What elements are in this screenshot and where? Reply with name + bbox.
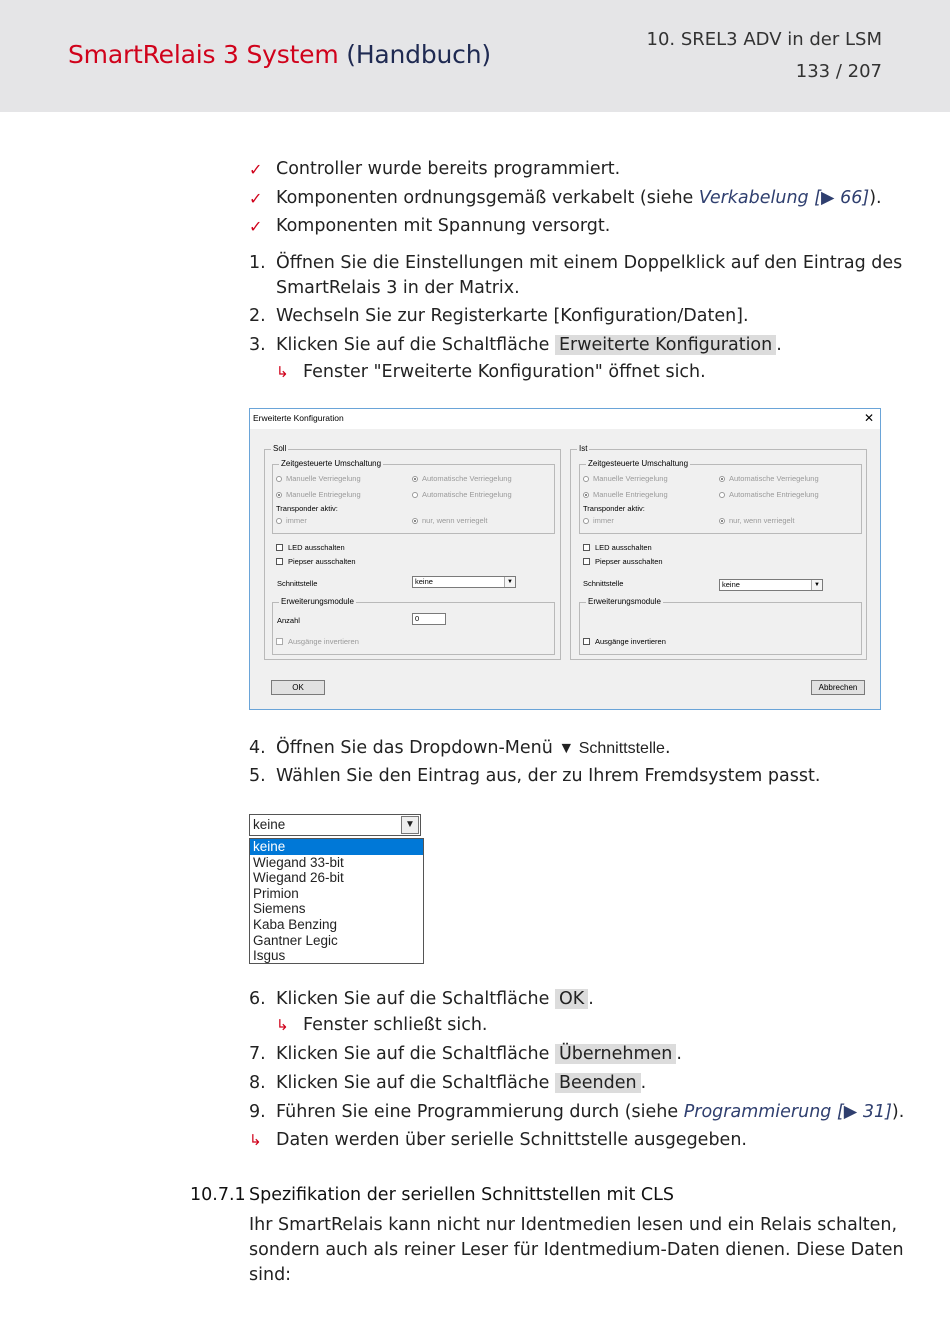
- radio-auto-entriegelung: Automatische Entriegelung: [412, 490, 512, 499]
- step-text: [276, 740, 671, 758]
- step-text-part: Klicken Sie auf die Schaltfläche: [276, 335, 555, 355]
- chevron-down-icon: ▼: [811, 580, 822, 590]
- page-number: 133 / 207: [795, 61, 882, 82]
- radio-manuell-entriegelung: Manuelle Entriegelung: [583, 490, 668, 499]
- dialog-titlebar: [250, 409, 880, 429]
- section-title: Spezifikation der seriellen Schnittstellen mit CLS: [249, 1185, 674, 1205]
- radio-manuell-entriegelung: Manuelle Entriegelung: [276, 490, 361, 499]
- brand-name: SmartRelais 3 System: [68, 40, 339, 69]
- paragraph-line: Ihr SmartRelais kann nicht nur Identmedien lesen und ein Relais schalten,: [249, 1215, 898, 1235]
- radio-nur-wenn: nur, wenn verriegelt: [719, 516, 794, 525]
- step-text: Wählen Sie den Eintrag aus, der zu Ihrem Fremdsystem passt.: [276, 766, 821, 786]
- button-label-beenden: Beenden: [555, 1073, 641, 1093]
- brand-suffix: (Handbuch): [346, 40, 491, 69]
- step-text-part: .: [588, 989, 594, 1009]
- step-text: [276, 1046, 682, 1064]
- link-programmierung[interactable]: Programmierung [▶ 31]: [683, 1102, 892, 1122]
- button-label-erweiterte-konfiguration: Erweiterte Konfiguration: [555, 335, 776, 355]
- step-number: 4.: [249, 738, 266, 758]
- link-verkabelung[interactable]: Verkabelung [▶ 66]: [698, 188, 870, 208]
- step-number: 9.: [249, 1102, 266, 1122]
- step-text: [276, 337, 782, 355]
- anzahl-input: 0: [412, 613, 446, 625]
- dropdown-option: Siemens: [253, 901, 306, 917]
- step-text: [276, 1104, 904, 1122]
- step-text-part: Klicken Sie auf die Schaltfläche: [276, 989, 555, 1009]
- chevron-down-icon: ▼: [504, 577, 515, 587]
- ok-button: OK: [271, 680, 325, 695]
- radio-auto-entriegelung: Automatische Entriegelung: [719, 490, 819, 499]
- schnittstelle-select: keine ▼: [412, 576, 516, 588]
- check-icon: ✓: [249, 160, 263, 179]
- step-text-part: Klicken Sie auf die Schaltfläche: [276, 1073, 555, 1093]
- button-label-uebernehmen: Übernehmen: [555, 1044, 676, 1064]
- check-item: [276, 190, 882, 208]
- checkbox-ausgaenge-ist: Ausgänge invertieren: [583, 637, 666, 646]
- checkbox-piepser: Piepser ausschalten: [583, 557, 663, 566]
- dropdown-screenshot: [249, 814, 424, 964]
- result-arrow-icon: ↳: [276, 363, 289, 381]
- step-number: 7.: [249, 1044, 266, 1064]
- button-label-ok: OK: [555, 989, 588, 1009]
- dropdown-option: Wiegand 33-bit: [253, 854, 344, 870]
- group-erweiterung-ist: [579, 597, 862, 655]
- group-label: Soll: [273, 444, 287, 453]
- ui-term-schnittstelle: ▼ Schnittstelle: [558, 740, 665, 757]
- check-item-text: ).: [869, 188, 882, 208]
- checkbox-led: LED ausschalten: [583, 543, 652, 552]
- group-label: Erweiterungsmodule: [281, 597, 354, 606]
- dropdown-option: Primion: [253, 885, 299, 901]
- paragraph-line: sind:: [249, 1265, 292, 1285]
- section-number: 10.7.1: [190, 1185, 246, 1205]
- step-text: [276, 991, 594, 1009]
- step-text: SmartRelais 3 in der Matrix.: [276, 278, 520, 298]
- check-item: Controller wurde bereits programmiert.: [276, 159, 621, 179]
- group-erweiterung-soll: [272, 597, 555, 655]
- step-text-part: ).: [891, 1102, 905, 1122]
- dropdown-option: keine: [250, 839, 423, 855]
- step-number: 1.: [249, 253, 266, 273]
- step-text-part: Klicken Sie auf die Schaltfläche: [276, 1044, 555, 1064]
- dropdown-option: Isgus: [253, 948, 286, 964]
- radio-manuell-verriegelung: Manuelle Verriegelung: [276, 474, 361, 483]
- step-text: Wechseln Sie zur Registerkarte [Konfiguration/Daten].: [276, 306, 749, 326]
- check-item-text: Komponenten ordnungsgemäß verkabelt (siehe: [276, 188, 699, 208]
- step-number: 6.: [249, 989, 266, 1009]
- chapter-title: 10. SREL3 ADV in der LSM: [646, 29, 882, 50]
- group-label: Ist: [579, 444, 588, 453]
- step-result: Fenster "Erweiterte Konfiguration" öffnet sich.: [303, 362, 706, 382]
- schnittstelle-label: Schnittstelle: [277, 579, 318, 588]
- anzahl-label: Anzahl: [277, 616, 300, 625]
- radio-nur-wenn: nur, wenn verriegelt: [412, 516, 487, 525]
- step-text-part: .: [676, 1044, 682, 1064]
- radio-manuell-verriegelung: Manuelle Verriegelung: [583, 474, 668, 483]
- check-icon: ✓: [249, 217, 263, 236]
- dialog-screenshot-erweiterte-konfiguration: [249, 408, 881, 710]
- paragraph-line: sondern auch als reiner Leser für Identmedium-Daten dienen. Diese Daten: [249, 1240, 904, 1260]
- checkbox-led: LED ausschalten: [276, 543, 345, 552]
- radio-immer: immer: [583, 516, 614, 525]
- step-number: 8.: [249, 1073, 266, 1093]
- step-result: Fenster schließt sich.: [303, 1015, 488, 1035]
- step-text-part: .: [776, 335, 782, 355]
- checkbox-piepser: Piepser ausschalten: [276, 557, 356, 566]
- group-label: Zeitgesteuerte Umschaltung: [281, 459, 382, 468]
- radio-auto-verriegelung: Automatische Verriegelung: [412, 474, 512, 483]
- check-icon: ✓: [249, 189, 263, 208]
- check-item: Komponenten mit Spannung versorgt.: [276, 216, 611, 236]
- close-icon: ✕: [863, 411, 874, 425]
- radio-auto-verriegelung: Automatische Verriegelung: [719, 474, 819, 483]
- dropdown-select: [249, 814, 421, 836]
- result-arrow-icon: ↳: [249, 1131, 262, 1149]
- radio-immer: immer: [276, 516, 307, 525]
- step-text: Öffnen Sie die Einstellungen mit einem Doppelklick auf den Eintrag des: [276, 253, 903, 273]
- page-header: [0, 0, 950, 112]
- dropdown-selected-value: keine: [253, 817, 286, 832]
- schnittstelle-label: Schnittstelle: [583, 579, 624, 588]
- chevron-down-icon: ▼: [401, 816, 419, 834]
- group-label: Zeitgesteuerte Umschaltung: [588, 459, 689, 468]
- step-number: 2.: [249, 306, 266, 326]
- step-text-part: .: [664, 738, 671, 758]
- final-result: Daten werden über serielle Schnittstelle ausgegeben.: [276, 1130, 747, 1150]
- transponder-label: Transponder aktiv:: [276, 504, 338, 513]
- schnittstelle-select: keine ▼: [719, 579, 823, 591]
- checkbox-ausgaenge-soll: Ausgänge invertieren: [276, 637, 359, 646]
- dialog-title: Erweiterte Konfiguration: [253, 413, 344, 423]
- step-text-part: Öffnen Sie das Dropdown-Menü: [276, 738, 559, 758]
- group-label: Erweiterungsmodule: [588, 597, 661, 606]
- abbrechen-button: Abbrechen: [811, 680, 865, 695]
- dropdown-list: [249, 838, 424, 964]
- dropdown-option: Kaba Benzing: [253, 916, 338, 932]
- dropdown-option: Wiegand 26-bit: [253, 870, 344, 886]
- step-number: 5.: [249, 766, 266, 786]
- result-arrow-icon: ↳: [276, 1016, 289, 1034]
- step-text-part: .: [640, 1073, 647, 1093]
- dropdown-option: Gantner Legic: [253, 932, 338, 948]
- brand-title: [68, 40, 491, 69]
- step-text-part: Führen Sie eine Programmierung durch (siehe: [276, 1102, 684, 1122]
- transponder-label: Transponder aktiv:: [583, 504, 645, 513]
- step-number: 3.: [249, 335, 266, 355]
- step-text: [276, 1075, 646, 1093]
